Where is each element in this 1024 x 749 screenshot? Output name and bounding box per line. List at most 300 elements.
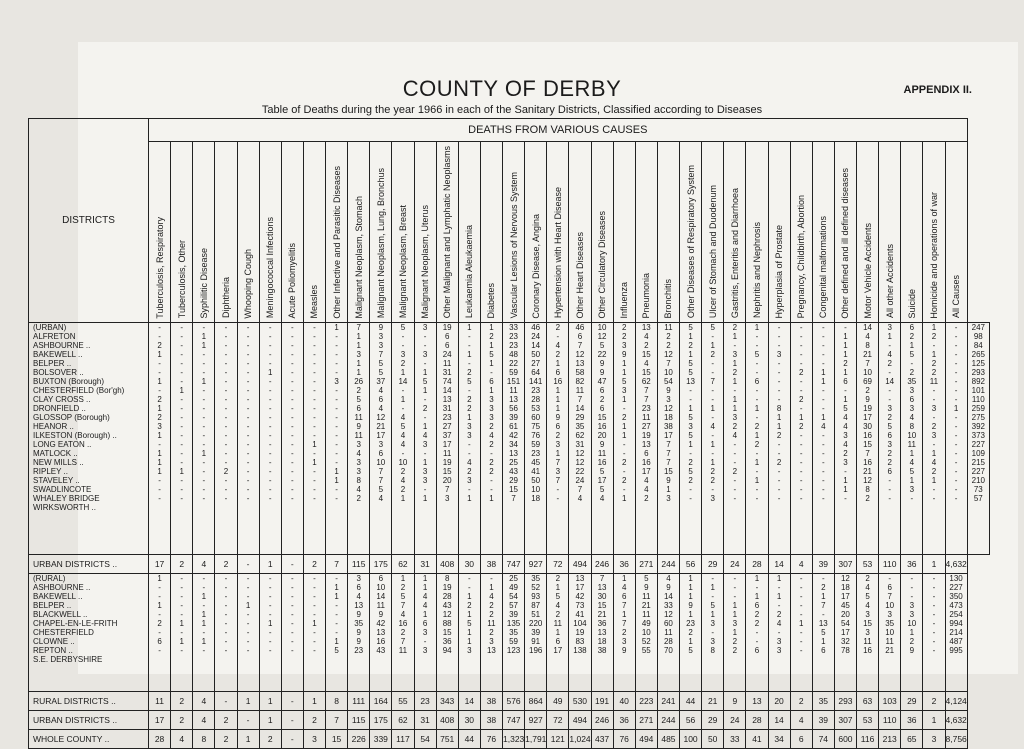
column-header-label: Measles [309, 284, 320, 319]
column-values: - - - - - 1 1 - - - 1 4 - - - - - - - - [812, 323, 834, 555]
column-values: - - - - - - - - - - - - - - - - 2 - - - [215, 323, 237, 555]
column-header-label: Malignant Neoplasm, Uterus [420, 204, 431, 319]
total-cell: 8 [193, 730, 215, 749]
column-header [746, 142, 768, 323]
total-cell: 223 [635, 692, 657, 711]
column-header-label: Other Diseases of Respiratory System [685, 165, 696, 319]
total-cell: 2 [303, 711, 325, 730]
column-header-label: Syphilitic Disease [198, 247, 209, 319]
district-name: BAKEWELL .. [33, 592, 83, 602]
column-values: - - - - - - - - - - - - - - - - - - - - [281, 323, 303, 555]
column-header [149, 142, 171, 323]
column-values: 2 2 3 9 1 1 5 3 1 - 2 1 1 - - 2 - 2 - 1 [613, 323, 635, 555]
total-cell: 53 [857, 555, 879, 574]
column-values: - - - 1 - - - - - [237, 574, 259, 692]
total-cell: - [281, 692, 303, 711]
column-header [657, 142, 679, 323]
total-cell: 576 [503, 692, 525, 711]
total-cell: 408 [436, 555, 458, 574]
total-cell: 31 [414, 555, 436, 574]
column-values: 2 1 5 4 2 11 1 6 17 [547, 574, 569, 692]
column-header-label: Other Malignant and Lymphatic Neoplasms [442, 146, 453, 319]
district-name: CHESTERFIELD [33, 628, 94, 638]
total-cell: 1,024 [569, 730, 591, 749]
rural-district-names [29, 574, 149, 692]
column-header [768, 142, 790, 323]
total-cell: 63 [857, 692, 879, 711]
district-name: ILKESTON (Borough) .. [33, 431, 117, 441]
totals-label: RURAL DISTRICTS .. [29, 692, 149, 711]
total-cell: 31 [414, 711, 436, 730]
column-header-label: All other Accidents [884, 244, 895, 319]
column-header [392, 142, 414, 323]
total-cell: 44 [458, 730, 480, 749]
district-name: BELPER .. [33, 359, 72, 369]
column-values: 1 2 1 5 1 - 6 1 3 3 3 2 4 2 - 2 2 - - 1 [480, 323, 502, 555]
district-name: RIPLEY .. [33, 467, 68, 477]
column-values: - - - - - - - - - 1 - - - - - - - - - - [945, 323, 967, 555]
district-name: MATLOCK .. [33, 449, 78, 459]
total-cell: - [215, 692, 237, 711]
total-cell: 864 [525, 692, 547, 711]
rural-block [29, 574, 990, 692]
column-values: - 1 4 2 2 11 2 3 13 [480, 574, 502, 692]
total-cell: 29 [702, 555, 724, 574]
column-values: 46 6 7 12 13 58 82 11 7 14 29 35 62 31 12 12 22 24 7 4 [569, 323, 591, 555]
total-cell: 23 [414, 692, 436, 711]
total-cell: 29 [702, 711, 724, 730]
rural-heading: (RURAL) [33, 574, 66, 584]
total-cell: 21 [702, 692, 724, 711]
column-values: 1 - - 1 - 2 5 - 2 2 1 3 3 - - 4 2 3 - 1 [458, 323, 480, 555]
column-header-label: Pregnancy, Childbirth, Abortion [796, 194, 807, 319]
total-cell: 20 [768, 692, 790, 711]
column-header [436, 142, 458, 323]
total-cell: 28 [746, 711, 768, 730]
total-cell: 4 [193, 711, 215, 730]
district-name: BLACKWELL .. [33, 610, 88, 620]
total-cell: 241 [657, 692, 679, 711]
column-header [613, 142, 635, 323]
total-cell: 36 [901, 711, 923, 730]
column-values: - - 1 - 1 1 - 1 - [193, 574, 215, 692]
column-values: - - - - - 1 - - - - - - - - - - - - - - [259, 323, 281, 555]
totals-label: URBAN DISTRICTS .. [29, 555, 149, 574]
total-cell: 4 [193, 555, 215, 574]
total-cell: 111 [348, 692, 370, 711]
total-cell: 191 [591, 692, 613, 711]
column-values: 6 10 14 11 9 42 13 16 43 [370, 574, 392, 692]
deaths-header: DEATHS FROM VARIOUS CAUSES [149, 119, 968, 142]
column-header-label: Ulcer of Stomach and Duodenum [707, 185, 718, 319]
column-header-label: Diabetes [486, 282, 497, 319]
column-values: - - - 1 1 3 1 2 2 [724, 574, 746, 692]
total-cell: 2 [259, 730, 281, 749]
column-header-label: Vascular Lesions of Nervous System [508, 171, 519, 319]
column-header [503, 142, 525, 323]
column-values: - - - - - - - - - [215, 574, 237, 692]
total-cell: 50 [702, 730, 724, 749]
total-cell: 62 [392, 555, 414, 574]
total-cell: 14 [768, 711, 790, 730]
column-header [348, 142, 370, 323]
total-cell: 1 [303, 692, 325, 711]
column-header-label: Motor Vehicle Accidents [862, 222, 873, 319]
column-header-label: Malignant Neoplasm, Lung, Bronchus [375, 168, 386, 319]
total-cell: 9 [724, 692, 746, 711]
column-values: 2 - 4 2 1 6 16 1 1 1 9 6 2 3 1 7 3 7 - - [547, 323, 569, 555]
column-values: 6 2 1 5 - 2 35 3 6 3 4 8 10 11 1 4 5 1 3 - [901, 323, 923, 555]
total-cell: 530 [569, 692, 591, 711]
total-cell: 2 [303, 555, 325, 574]
column-values: 1 - 1 6 2 2 - - 6 [746, 574, 768, 692]
total-cell: 11 [149, 692, 171, 711]
total-cell: - [281, 730, 303, 749]
total-cell: 408 [436, 711, 458, 730]
column-values: - - 1 2 1 5 1 1 3 [458, 574, 480, 692]
column-header-label: Tuberculosis, Respiratory [154, 216, 165, 319]
column-header-label: Tuberculosis, Other [176, 240, 187, 319]
total-cell: 36 [901, 555, 923, 574]
column-values: 1 - - 1 - 2 - 6 - [149, 574, 171, 692]
column-values: 33 23 23 48 22 59 151 11 13 56 39 61 42 34 13 25 43 29 15 7 [503, 323, 525, 555]
column-values: - - - - - - - - - - - - - 1 - 1 - - - - [303, 323, 325, 555]
total-cell: 1 [259, 555, 281, 574]
total-cell: 30 [458, 711, 480, 730]
column-header-label: Influenza [619, 281, 630, 319]
district-name: ALFRETON [33, 332, 76, 342]
total-cell: 76 [480, 730, 502, 749]
total-cell: 927 [525, 555, 547, 574]
column-values: 13 17 42 73 41 104 19 83 138 [569, 574, 591, 692]
column-header-label: Bronchitis [663, 278, 674, 319]
column-header-label: Suicide [906, 288, 917, 319]
column-header [303, 142, 325, 323]
column-values: 11 2 2 12 7 10 54 9 3 12 18 38 17 7 7 7 15 9 1 3 [657, 323, 679, 555]
column-header [879, 142, 901, 323]
column-values: - - - - - 1 - - - [303, 574, 325, 692]
column-values: - 2 1 7 - 13 5 1 6 [812, 574, 834, 692]
column-values: 3 - - 3 - 1 5 1 - 2 - 1 4 3 - 1 3 3 - 1 [414, 323, 436, 555]
total-cell: 24 [724, 555, 746, 574]
total-cell: - [237, 711, 259, 730]
column-values: - 1 1 - - - - 1 5 [326, 574, 348, 692]
total-cell: 115 [348, 555, 370, 574]
column-values: 5 1 2 1 5 5 13 - - 1 5 3 5 1 - 2 5 2 - - [680, 323, 702, 555]
total-cell: 116 [857, 730, 879, 749]
total-cell: 65 [901, 730, 923, 749]
column-values: 10 12 5 22 9 9 47 6 2 6 15 16 20 9 11 16 5 17 5 4 [591, 323, 613, 555]
total-cell: 56 [680, 555, 702, 574]
total-cell: 40 [613, 692, 635, 711]
column-header [569, 142, 591, 323]
total-cell: 56 [680, 711, 702, 730]
total-cell: 437 [591, 730, 613, 749]
urban-district-names [29, 323, 149, 555]
urban-block [29, 323, 990, 555]
column-header-label: Acute Poliomyelitis [287, 242, 298, 319]
column-header [237, 142, 259, 323]
total-cell: 29 [901, 692, 923, 711]
column-header [901, 142, 923, 323]
district-name: ASHBOURNE .. [33, 341, 91, 351]
total-cell: 53 [857, 711, 879, 730]
column-values: 247 98 84 265 125 293 892 101 110 259 275 392 373 227 109 215 227 210 73 57 [967, 323, 989, 555]
column-header [923, 142, 945, 323]
total-cell: 2 [171, 692, 193, 711]
column-values: 8 19 28 43 12 88 15 36 94 [436, 574, 458, 692]
total-cell: - [281, 711, 303, 730]
total-cell: 24 [724, 711, 746, 730]
column-values: 1 2 - 1 2 2 11 - - 3 - 2 3 - 1 4 2 1 - - [923, 323, 945, 555]
total-cell: 600 [834, 730, 856, 749]
total-cell: 343 [436, 692, 458, 711]
totals-label: URBAN DISTRICTS .. [29, 711, 149, 730]
district-name: CLOWNE .. [33, 637, 75, 647]
total-cell: 1 [237, 730, 259, 749]
total-cell: 15 [326, 730, 348, 749]
column-header [857, 142, 879, 323]
column-values: - - - - - 1 - - - [790, 574, 812, 692]
total-cell: - [237, 555, 259, 574]
total-cell: 2 [215, 730, 237, 749]
column-header [834, 142, 856, 323]
urban-totals-summary-row [29, 711, 990, 730]
column-header-label: Malignant Neoplasm, Breast [397, 205, 408, 319]
total-cell: 927 [525, 711, 547, 730]
total-cell: 39 [812, 555, 834, 574]
total-cell: 117 [392, 730, 414, 749]
total-cell: 485 [657, 730, 679, 749]
total-cell: 246 [591, 711, 613, 730]
column-values: 5 - - 3 2 1 14 - 1 - 4 5 4 4 - 10 2 4 2 1 [392, 323, 414, 555]
column-header [171, 142, 193, 323]
total-cell: 4,124 [945, 692, 967, 711]
district-name: BUXTON (Borough) [33, 377, 104, 387]
column-header [547, 142, 569, 323]
total-cell: 3 [303, 730, 325, 749]
column-values: 7 1 1 3 1 1 26 2 5 6 11 9 11 3 4 3 3 8 4 2 [348, 323, 370, 555]
total-cell: 36 [613, 555, 635, 574]
total-cell: 271 [635, 711, 657, 730]
column-values: 5 9 11 21 11 49 10 52 55 [635, 574, 657, 692]
total-cell: 14 [458, 692, 480, 711]
total-cell: 54 [414, 730, 436, 749]
total-cell: 494 [635, 730, 657, 749]
column-header [259, 142, 281, 323]
column-values: 1 1 4 4 1 6 3 - 3 [414, 574, 436, 692]
total-cell: 8,756 [945, 730, 967, 749]
appendix-label: APPENDIX II. [903, 84, 972, 96]
total-cell: 8 [326, 692, 348, 711]
total-cell: 55 [392, 692, 414, 711]
column-header-label: Homicide and operations of war [928, 191, 939, 319]
total-cell: 494 [569, 555, 591, 574]
districts-header: DISTRICTS [29, 119, 149, 323]
column-values: 3 6 4 13 9 35 9 9 23 [348, 574, 370, 692]
column-header-label: Leukaemia Aleukaemia [464, 225, 475, 319]
rural-name-list [33, 583, 117, 664]
total-cell: 44 [680, 692, 702, 711]
district-name: HEANOR .. [33, 422, 74, 432]
total-cell: 494 [569, 711, 591, 730]
column-header [458, 142, 480, 323]
total-cell: 39 [812, 711, 834, 730]
district-name: ASHBOURNE .. [33, 583, 91, 593]
column-header-row [29, 142, 990, 323]
column-header [215, 142, 237, 323]
column-values: 1 4 6 7 1 7 2 3 9 [613, 574, 635, 692]
total-cell: 213 [879, 730, 901, 749]
district-name: WIRKSWORTH .. [33, 503, 96, 513]
total-cell: 72 [547, 555, 569, 574]
district-name: CLAY CROSS .. [33, 395, 91, 405]
total-cell: 271 [635, 555, 657, 574]
column-header [370, 142, 392, 323]
district-name: CHAPEL-EN-LE-FRITH [33, 619, 118, 629]
total-cell: 3 [923, 730, 945, 749]
urban-heading: (URBAN) [33, 323, 67, 333]
total-cell: 28 [746, 555, 768, 574]
column-values: 13 4 2 15 4 15 62 7 7 23 11 27 19 13 6 16 17 4 4 2 [635, 323, 657, 555]
column-header-label: Other Circulatory Diseases [597, 210, 608, 319]
total-cell: 14 [768, 555, 790, 574]
column-values: - - - - - 2 - - 2 - 1 2 - - - - - - - - [790, 323, 812, 555]
page-title: COUNTY OF DERBY [402, 76, 622, 101]
total-cell: 1,323 [503, 730, 525, 749]
column-values: - - - - - - - - - - - - - - - - - - - - [237, 323, 259, 555]
column-header [193, 142, 215, 323]
total-cell: 62 [392, 711, 414, 730]
total-cell: 1 [259, 711, 281, 730]
total-cell: 4 [193, 692, 215, 711]
column-values: 2 1 - 3 1 2 1 - 1 1 3 2 4 - - - 2 - - - [724, 323, 746, 555]
column-header [525, 142, 547, 323]
total-cell: 28 [149, 730, 171, 749]
whole-county-row [29, 730, 990, 749]
district-name: GLOSSOP (Borough) [33, 413, 110, 423]
total-cell: 2 [215, 711, 237, 730]
total-cell: 751 [436, 730, 458, 749]
total-cell: 38 [480, 711, 502, 730]
total-cell: 1,791 [525, 730, 547, 749]
total-cell: 76 [613, 730, 635, 749]
column-values: - - - 3 3 10 1 2 9 [901, 574, 923, 692]
district-name: BELPER .. [33, 601, 72, 611]
column-header-label: Nephritis and Nephrosis [751, 222, 762, 319]
total-cell: 121 [547, 730, 569, 749]
column-values: 7 13 30 15 21 36 13 18 38 [591, 574, 613, 692]
deaths-table-frame [28, 118, 990, 745]
total-cell: 1 [923, 711, 945, 730]
column-header [702, 142, 724, 323]
rural-totals-row [29, 692, 990, 711]
column-header-label: Other defined and ill defined diseases [840, 167, 851, 319]
total-cell: 226 [348, 730, 370, 749]
column-header-label: Other Heart Diseases [574, 231, 585, 319]
total-cell: 339 [370, 730, 392, 749]
column-header-label: All Causes [951, 275, 962, 319]
total-cell: 33 [724, 730, 746, 749]
total-cell: 4,632 [945, 555, 967, 574]
total-cell: 307 [834, 555, 856, 574]
total-cell: 1 [237, 692, 259, 711]
column-values: 14 4 8 21 7 10 69 2 9 19 17 30 16 15 7 16 21 12 8 2 [857, 323, 879, 555]
column-values: - 1 - 5 1 3 - 3 8 [702, 574, 724, 692]
column-header-label: Pneumonia [641, 272, 652, 319]
column-header-label: Meningococcal Infections [265, 217, 276, 319]
totals-label: WHOLE COUNTY .. [29, 730, 149, 749]
column-header [414, 142, 436, 323]
column-header-label: Other Infective and Parasitic Diseases [331, 165, 342, 319]
column-header-label: Diphtheria [220, 277, 231, 319]
district-name: BOLSOVER .. [33, 368, 84, 378]
total-cell: 36 [613, 711, 635, 730]
column-values: 130 227 350 473 254 994 214 487 995 [945, 574, 967, 692]
district-name: STAVELEY .. [33, 476, 80, 486]
district-name: CHESTERFIELD (Bor'gh) [33, 386, 125, 396]
total-cell: 41 [746, 730, 768, 749]
total-cell: 6 [790, 730, 812, 749]
total-cell: 17 [149, 711, 171, 730]
column-header-label: Hyperplasia of Prostate [774, 224, 785, 319]
total-cell: 72 [547, 711, 569, 730]
total-cell: 175 [370, 711, 392, 730]
column-header-label: Coronary Disease, Angina [530, 213, 541, 319]
column-header [635, 142, 657, 323]
total-cell: 4,632 [945, 711, 967, 730]
column-values: 46 24 14 50 27 64 141 23 28 53 60 75 76 59 23 45 41 50 10 18 [525, 323, 547, 555]
column-values: 12 18 17 45 20 54 17 32 78 [834, 574, 856, 692]
column-values: 1 - 1 - 2 4 - 3 3 [768, 574, 790, 692]
column-header-label: Gastritis, Enteritis and Diarrhoea [729, 188, 740, 319]
total-cell: 2 [171, 555, 193, 574]
column-header [480, 142, 502, 323]
table-subtitle: Table of Deaths during the year 1966 in each of the Sanitary Districts, Classified according to Diseases [261, 104, 763, 116]
column-values: - - - - - - - 1 - - - - - - - - 1 - - - [171, 323, 193, 555]
district-name: BAKEWELL .. [33, 350, 83, 360]
total-cell: 2 [171, 711, 193, 730]
total-cell: 115 [348, 711, 370, 730]
district-name: DRONFIELD .. [33, 404, 86, 414]
district-name: SWADLINCOTE [33, 485, 92, 495]
total-cell: 13 [746, 692, 768, 711]
column-values: - - - - - 1 - - - [259, 574, 281, 692]
district-name: NEW MILLS .. [33, 458, 84, 468]
district-name: S.E. DERBYSHIRE [33, 655, 103, 665]
urban-totals-row [29, 555, 990, 574]
total-cell: 110 [879, 711, 901, 730]
column-values: - 1 1 - - - 1 - - - - - - - 1 - - - - - [193, 323, 215, 555]
total-cell: 4 [790, 711, 812, 730]
total-cell: 49 [547, 692, 569, 711]
column-values: 2 4 5 4 3 15 3 11 16 [857, 574, 879, 692]
column-header [680, 142, 702, 323]
column-values: 19 6 6 24 11 31 74 14 13 31 23 27 37 17 11 19 15 20 7 3 [436, 323, 458, 555]
total-cell: 74 [812, 730, 834, 749]
column-values: 3 1 - 4 2 - 14 - - 3 2 5 6 3 2 2 6 - - - [879, 323, 901, 555]
total-cell: 100 [680, 730, 702, 749]
total-cell: 747 [503, 555, 525, 574]
total-cell: 1 [259, 692, 281, 711]
district-name: LONG EATON .. [33, 440, 92, 450]
deaths-table [28, 118, 990, 749]
total-cell: 244 [657, 711, 679, 730]
column-header [812, 142, 834, 323]
column-header [281, 142, 303, 323]
total-cell: 4 [171, 730, 193, 749]
column-values: - - - - - - - - - [281, 574, 303, 692]
